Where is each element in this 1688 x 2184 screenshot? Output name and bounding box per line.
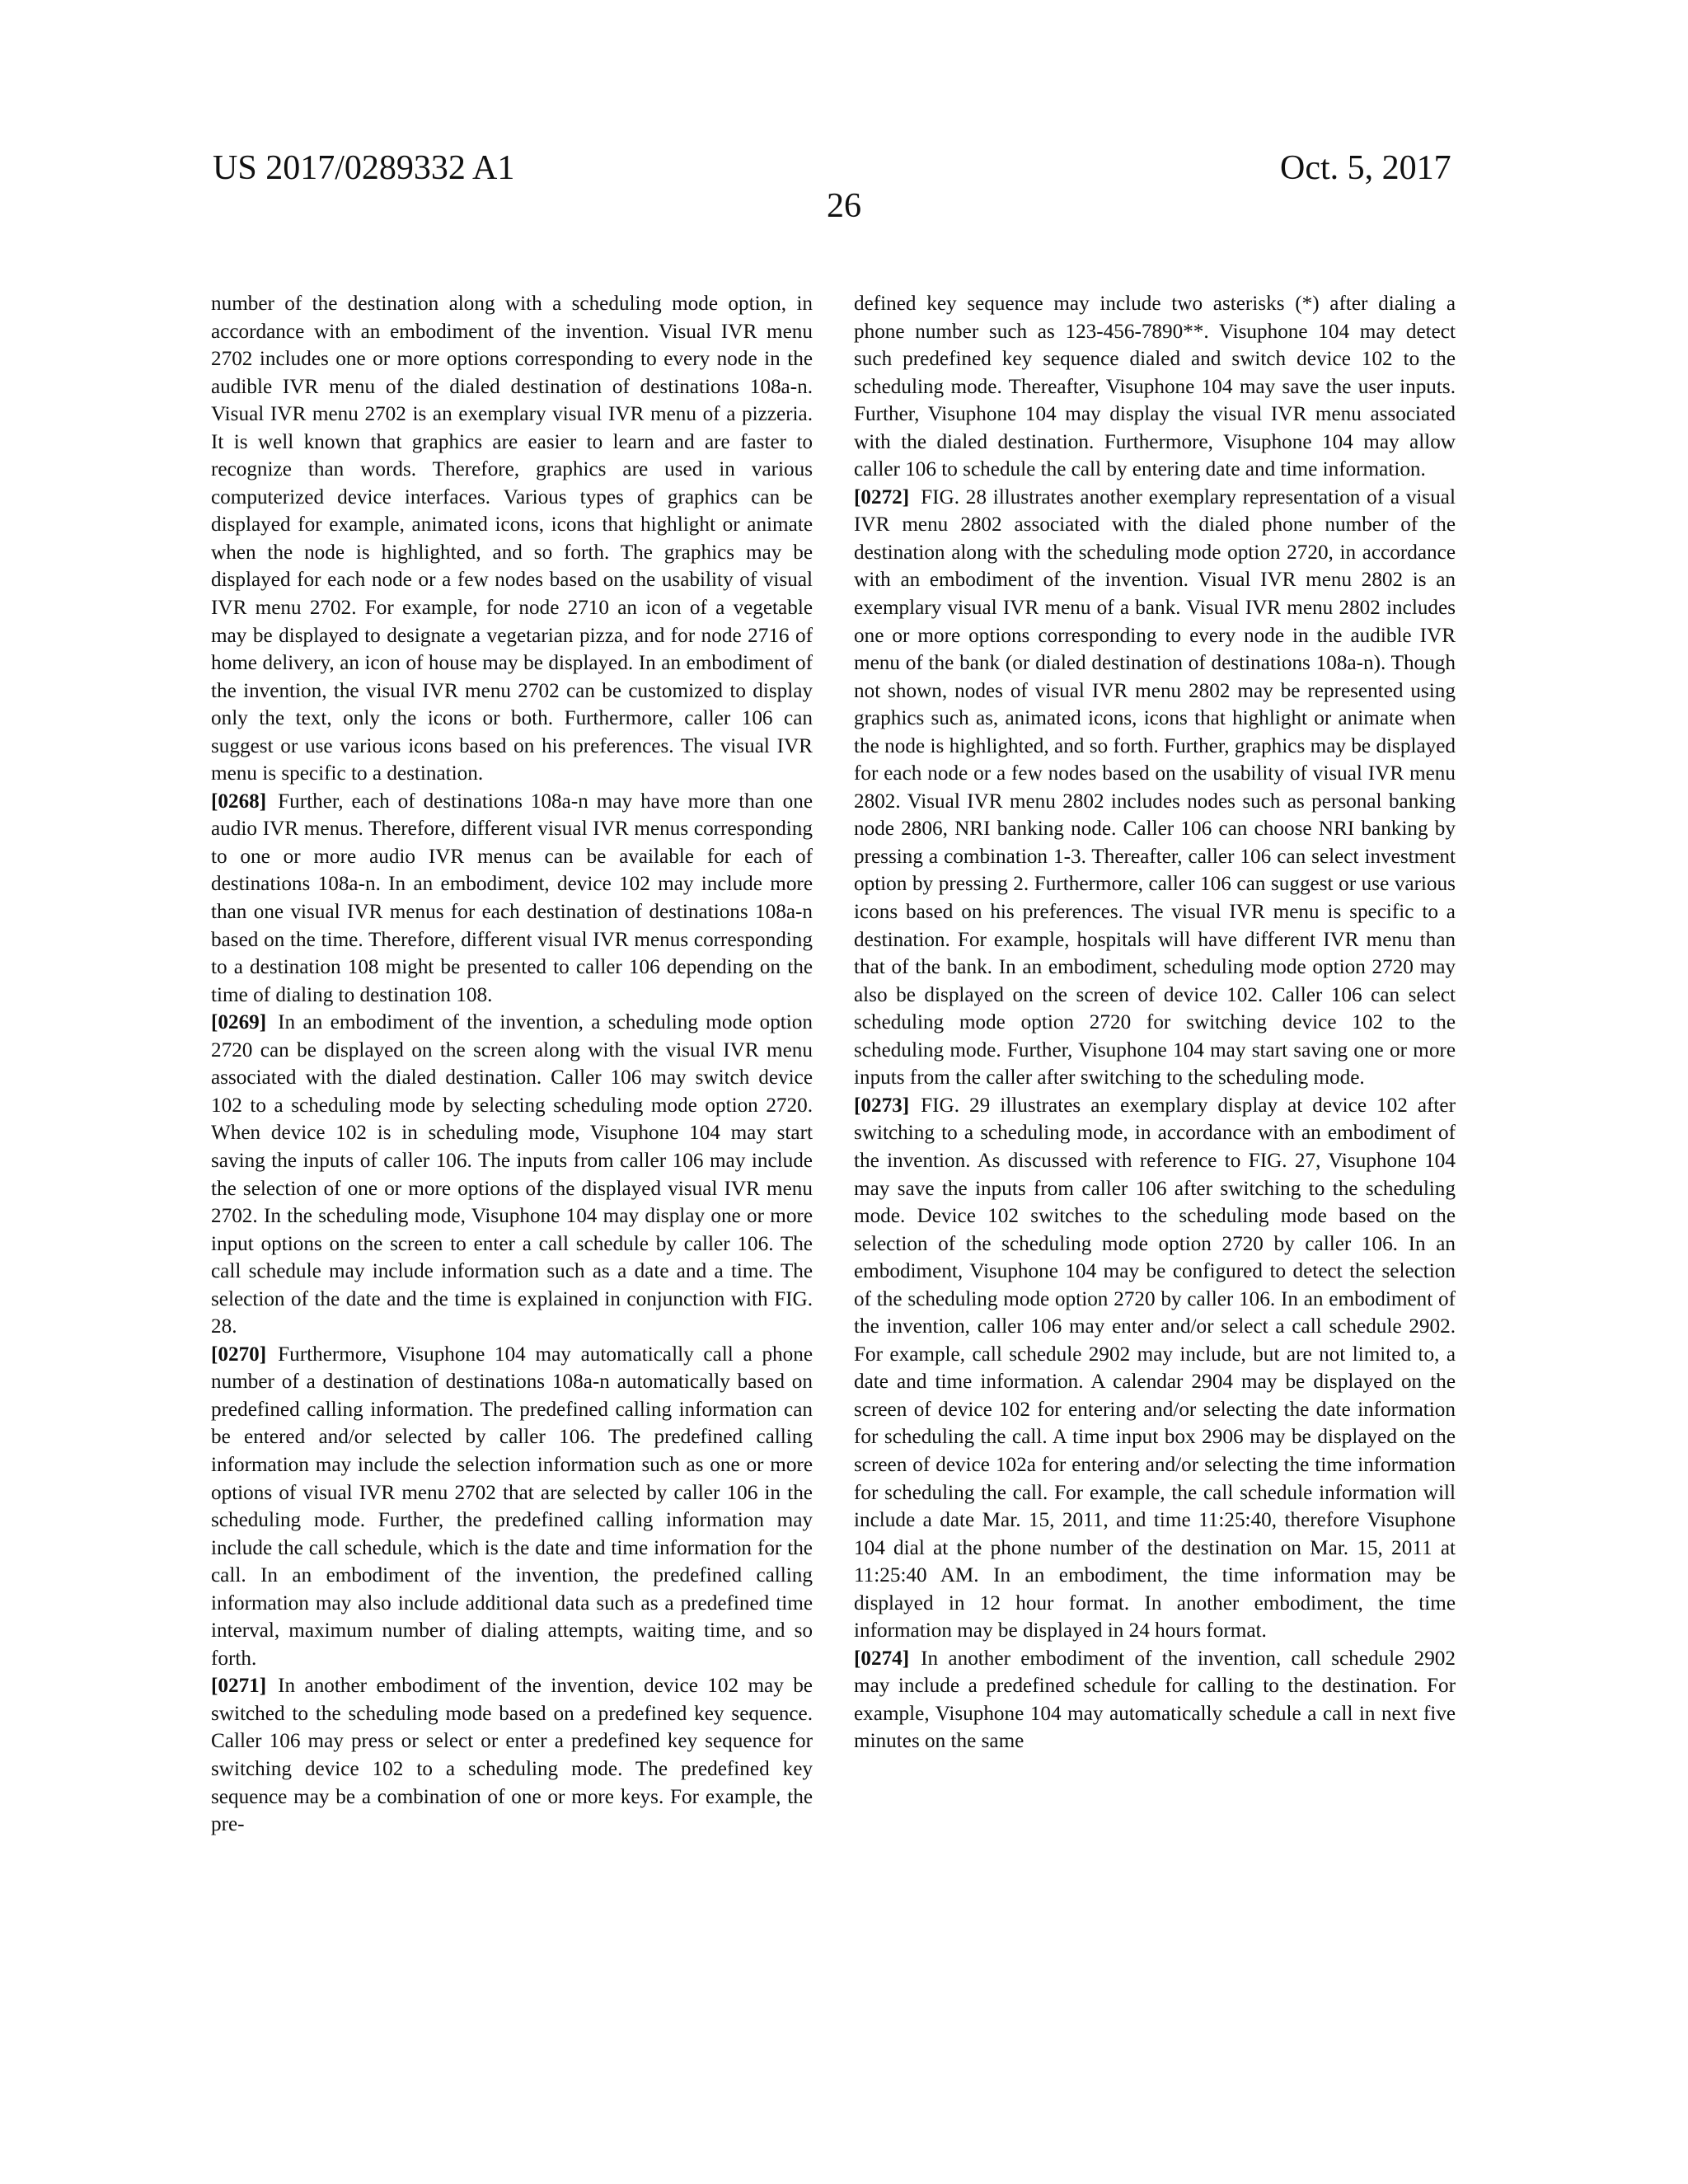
paragraph bbox=[854, 484, 1456, 1092]
paragraph-number: [0270] bbox=[211, 1343, 267, 1366]
publication-date: Oct. 5, 2017 bbox=[1280, 149, 1451, 187]
right-column bbox=[854, 290, 1456, 1755]
paragraph-number: [0271] bbox=[211, 1675, 267, 1698]
paragraph-number: [0274] bbox=[854, 1647, 910, 1670]
patent-number: US 2017/0289332 A1 bbox=[213, 149, 515, 187]
paragraph-text: FIG. 29 illustrates an exemplary display at device 102 after switching to a scheduling mode, in accordance with an embodiment of the invention. As discussed with reference to FIG. 27, Visuphone 104 may save the inputs from caller 106 after switching to the scheduling mode. Device 102 switches to the scheduling mode based on the selection of the scheduling mode option 2720 by caller 106. In an embodiment, Visuphone 104 may be configured to detect the selection of the scheduling mode option 2720 by caller 106. In an embodiment of the invention, caller 106 may enter and/or select a call schedule 2902. For example, call schedule 2902 may include, but are not limited to, a date and time information. A calendar 2904 may be displayed on the screen of device 102 for entering and/or selecting the date information for scheduling the call. A time input box 2906 may be displayed on the screen of device 102a for entering and/or selecting the time information for scheduling the call. For example, the call schedule information will include a date Mar. 15, 2011, and time 11:25:40, therefore Visuphone 104 dial at the phone number of the destination on Mar. 15, 2011 at 11:25:40 AM. In an embodiment, the time information may be displayed in 12 hour format. In another embodiment, the time information may be displayed in 24 hours format. bbox=[854, 1094, 1456, 1643]
page-number: 26 bbox=[827, 187, 861, 225]
paragraph bbox=[211, 1341, 813, 1673]
paragraph-text: defined key sequence may include two asterisks (*) after dialing a phone number such as 123-456-7890**. Visuphone 104 may detect such predefined key sequence dialed and switch device 102 to the scheduling mode. Thereafter, Visuphone 104 may save the user inputs. Further, Visuphone 104 may display the visual IVR menu associated with the dialed destination. Furthermore, Visuphone 104 may allow caller 106 to schedule the call by entering date and time information. bbox=[854, 293, 1456, 481]
paragraph bbox=[211, 290, 813, 788]
paragraph-text: Further, each of destinations 108a-n may have more than one audio IVR menus. Therefore, different visual IVR menus corresponding to one or more audio IVR menus can be available for each of destinations 108a-n. In an embodiment, device 102 may include more than one visual IVR menus for each destination of destinations 108a-n based on the time. Therefore, different visual IVR menus corresponding to a destination 108 might be presented to caller 106 depending on the time of dialing to destination 108. bbox=[211, 790, 813, 1006]
paragraph bbox=[211, 1672, 813, 1838]
paragraph bbox=[211, 788, 813, 1009]
paragraph bbox=[854, 1092, 1456, 1645]
paragraph-text: In an embodiment of the invention, a scheduling mode option 2720 can be displayed on the screen along with the visual IVR menu associated with the dialed destination. Caller 106 may switch device 102 to a scheduling mode by selecting scheduling mode option 2720. When device 102 is in scheduling mode, Visuphone 104 may start saving the inputs of caller 106. The inputs from caller 106 may include the selection of one or more options of the displayed visual IVR menu 2702. In the scheduling mode, Visuphone 104 may display one or more input options on the screen to enter a call schedule by caller 106. The call schedule may include information such as a date and a time. The selection of the date and the time is explained in conjunction with FIG. 28. bbox=[211, 1011, 813, 1338]
paragraph-number: [0269] bbox=[211, 1011, 267, 1034]
paragraph bbox=[854, 290, 1456, 484]
paragraph-number: [0268] bbox=[211, 790, 267, 813]
paragraph-text: number of the destination along with a scheduling mode option, in accordance with an embodiment of the invention. Visual IVR menu 2702 includes one or more options corresponding to every node in the audible IVR menu of the dialed destination of destinations 108a-n. Visual IVR menu 2702 is an exemplary visual IVR menu of a pizzeria. It is well known that graphics are easier to learn and are faster to recognize than words. Therefore, graphics are used in various computerized device interfaces. Various types of graphics can be displayed for example, animated icons, icons that highlight or animate when the node is highlighted, and so forth. The graphics may be displayed for each node or a few nodes based on the usability of visual IVR menu 2702. For example, for node 2710 an icon of a vegetable may be displayed to designate a vegetarian pizza, and for node 2716 of home delivery, an icon of house may be displayed. In an embodiment of the invention, the visual IVR menu 2702 can be customized to display only the text, only the icons or both. Furthermore, caller 106 can suggest or use various icons based on his preferences. The visual IVR menu is specific to a destination. bbox=[211, 293, 813, 785]
paragraph-text: In another embodiment of the invention, call schedule 2902 may include a predefined schedule for calling to the destination. For example, Visuphone 104 may automatically schedule a call in next five minutes on the same bbox=[854, 1647, 1456, 1753]
paragraph-text: In another embodiment of the invention, device 102 may be switched to the scheduling mode based on a predefined key sequence. Caller 106 may press or select or enter a predefined key sequence for switching device 102 to a scheduling mode. The predefined key sequence may be a combination of one or more keys. For example, the pre- bbox=[211, 1675, 813, 1836]
paragraph-text: Furthermore, Visuphone 104 may automatically call a phone number of a destination of destinations 108a-n automatically based on predefined calling information. The predefined calling information can be entered and/or selected by caller 106. The predefined calling information may include the selection information such as one or more options of visual IVR menu 2702 that are selected by caller 106 in the scheduling mode. Further, the predefined calling information may include the call schedule, which is the date and time information for the call. In an embodiment of the invention, the predefined calling information may also include additional data such as a predefined time interval, maximum number of dialing attempts, waiting time, and so forth. bbox=[211, 1343, 813, 1670]
left-column bbox=[211, 290, 813, 1839]
paragraph bbox=[854, 1645, 1456, 1755]
paragraph bbox=[211, 1009, 813, 1341]
paragraph-number: [0273] bbox=[854, 1094, 910, 1117]
paragraph-text: FIG. 28 illustrates another exemplary representation of a visual IVR menu 2802 associated with the dialed phone number of the destination along with the scheduling mode option 2720, in accordance with an embodiment of the invention. Visual IVR menu 2802 is an exemplary visual IVR menu of a bank. Visual IVR menu 2802 includes one or more options corresponding to every node in the audible IVR menu of the bank (or dialed destination of destinations 108a-n). Though not shown, nodes of visual IVR menu 2802 may be represented using graphics such as, animated icons, icons that highlight or animate when the node is highlighted, and so forth. Further, graphics may be displayed for each node or a few nodes based on the usability of visual IVR menu 2802. Visual IVR menu 2802 includes nodes such as personal banking node 2806, NRI banking node. Caller 106 can choose NRI banking by pressing a combination 1-3. Thereafter, caller 106 can select investment option by pressing 2. Furthermore, caller 106 can suggest or use various icons based on his preferences. The visual IVR menu is specific to a destination. For example, hospitals will have different IVR menu than that of the bank. In an embodiment, scheduling mode option 2720 may also be displayed on the screen of device 102. Caller 106 can select scheduling mode option 2720 for switching device 102 to the scheduling mode. Further, Visuphone 104 may start saving one or more inputs from the caller after switching to the scheduling mode. bbox=[854, 485, 1456, 1090]
paragraph-number: [0272] bbox=[854, 485, 910, 509]
